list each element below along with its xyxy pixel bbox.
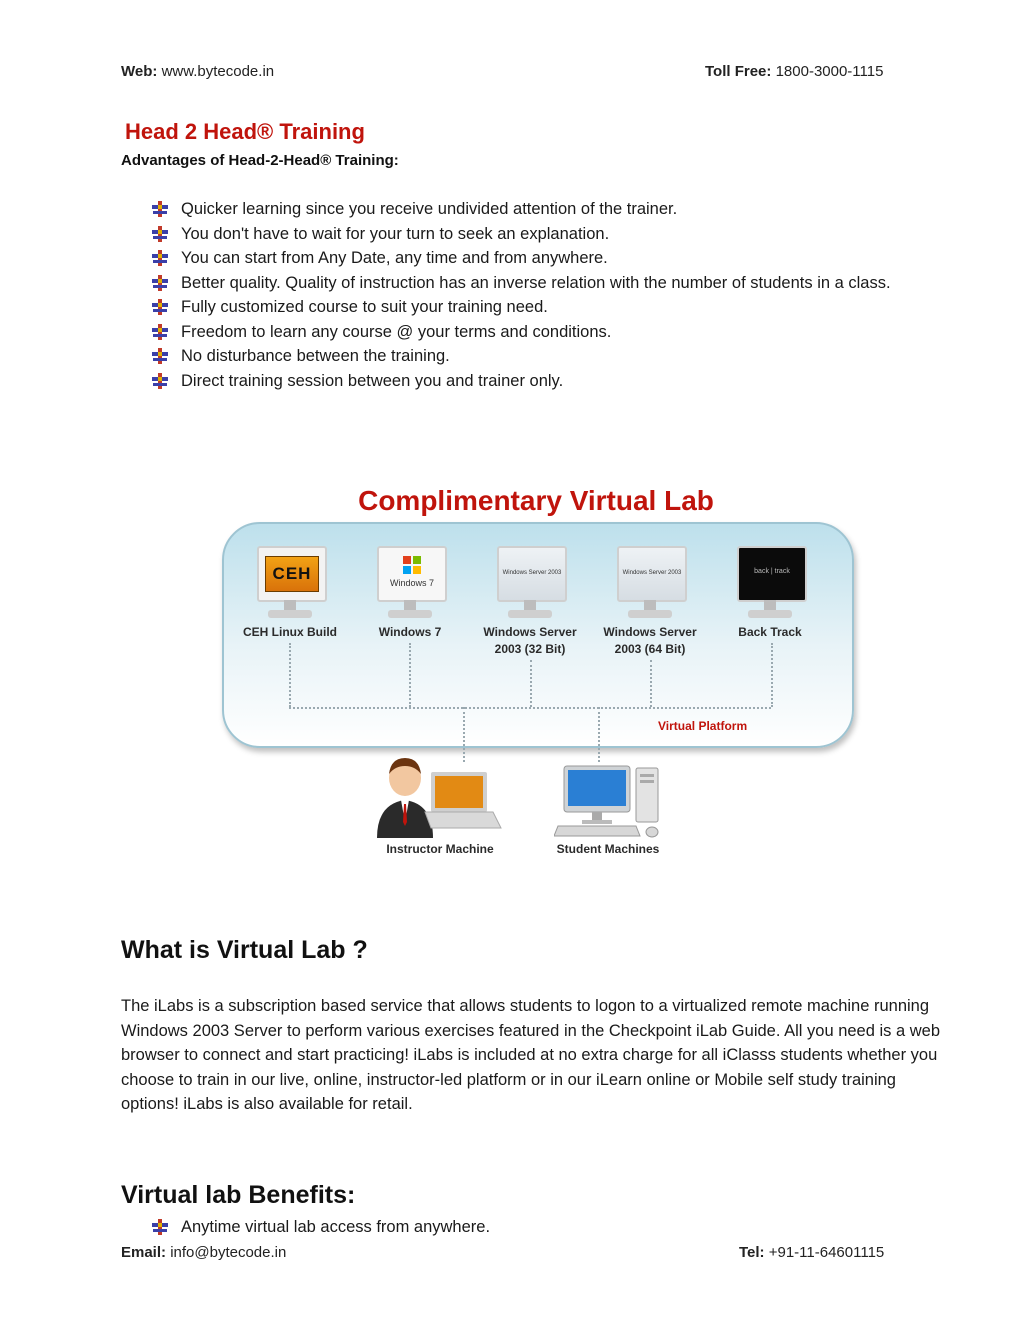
monitor-winserver-32: Windows Server 2003 <box>494 546 566 622</box>
virtual-platform-label: Virtual Platform <box>658 719 748 733</box>
tel-label: Tel: <box>739 1244 765 1261</box>
label-windows7: Windows 7 <box>378 625 442 639</box>
bullet-icon <box>152 299 168 315</box>
list-item: Freedom to learn any course @ your terms and conditions. <box>152 320 942 345</box>
what-is-virtual-lab-paragraph: The iLabs is a subscription based service that allows students to logon to a virtualized remote machine running Windows 2003 Server to perform various exercises featured in the Checkpoint iLab Guide. All you need is a web browser to connect and start practicing! iLabs is included at no extra charge for all iClasss students whether you choose to train in our live, online, instructor-led platform or in our iLearn online or Mobile self study training options! iLabs is also available for retail. <box>121 997 941 1113</box>
bullet-icon <box>152 324 168 340</box>
header-web <box>121 63 274 80</box>
connector-line <box>289 707 771 709</box>
list-item: No disturbance between the training. <box>152 344 942 369</box>
instructor-machine-label: Instructor Machine <box>386 842 494 856</box>
connector-line <box>289 643 291 707</box>
list-item: Quicker learning since you receive undivided attention of the trainer. <box>152 197 942 222</box>
label-ceh-linux-build: CEH Linux Build <box>243 625 337 639</box>
bullet-icon <box>152 1219 168 1235</box>
web-label: Web: <box>121 63 158 80</box>
bullet-icon <box>152 373 168 389</box>
footer-email <box>121 1244 286 1261</box>
bullet-icon <box>152 226 168 242</box>
header-toll-free <box>705 63 883 80</box>
footer-tel <box>739 1244 884 1261</box>
virtual-lab-title: Complimentary Virtual Lab <box>358 485 714 516</box>
email-address[interactable]: info@bytecode.in <box>170 1244 287 1261</box>
tel-number: +91-11-64601115 <box>768 1244 885 1261</box>
monitor-backtrack: back | track <box>734 546 806 622</box>
label-winserver-64: Windows Server 2003 (64 Bit) <box>603 625 697 656</box>
list-item: You can start from Any Date, any time and from anywhere. <box>152 246 942 271</box>
advantages-subtitle: Advantages of Head-2-Head® Training: <box>121 152 399 169</box>
advantages-list <box>152 197 942 393</box>
label-winserver-32: Windows Server 2003 (32 Bit) <box>483 625 577 656</box>
benefits-list <box>152 1215 942 1240</box>
bullet-icon <box>152 275 168 291</box>
monitor-winserver-64: Windows Server 2003 <box>614 546 686 622</box>
virtual-lab-benefits-heading: Virtual lab Benefits: <box>121 1181 356 1209</box>
windows-logo-icon <box>403 556 421 574</box>
web-url[interactable]: www.bytecode.in <box>161 63 275 80</box>
connector-line <box>771 643 773 707</box>
monitor-windows7: Windows 7 <box>374 546 446 622</box>
student-machines-label: Student Machines <box>556 842 660 856</box>
page-title: Head 2 Head® Training <box>125 119 365 144</box>
connector-line <box>650 660 652 707</box>
bullet-icon <box>152 201 168 217</box>
connector-line <box>598 707 600 762</box>
instructor-machine-icon <box>375 752 505 840</box>
connector-line <box>409 643 411 707</box>
toll-free-number: 1800-3000-1115 <box>775 63 884 80</box>
what-is-virtual-lab-heading: What is Virtual Lab ? <box>121 936 368 964</box>
list-item: Better quality. Quality of instruction has an inverse relation with the number of students in a class. <box>152 271 942 296</box>
label-back-track: Back Track <box>738 625 802 639</box>
ceh-logo: CEH <box>265 556 319 592</box>
student-machines-icon <box>554 764 666 840</box>
list-item: Anytime virtual lab access from anywhere. <box>152 1215 942 1240</box>
toll-free-label: Toll Free: <box>705 63 772 80</box>
bullet-icon <box>152 250 168 266</box>
email-label: Email: <box>121 1244 167 1261</box>
connector-line <box>530 660 532 707</box>
list-item: You don't have to wait for your turn to seek an explanation. <box>152 222 942 247</box>
bullet-icon <box>152 348 168 364</box>
list-item: Direct training session between you and trainer only. <box>152 369 942 394</box>
monitor-ceh <box>254 546 326 622</box>
list-item: Fully customized course to suit your training need. <box>152 295 942 320</box>
